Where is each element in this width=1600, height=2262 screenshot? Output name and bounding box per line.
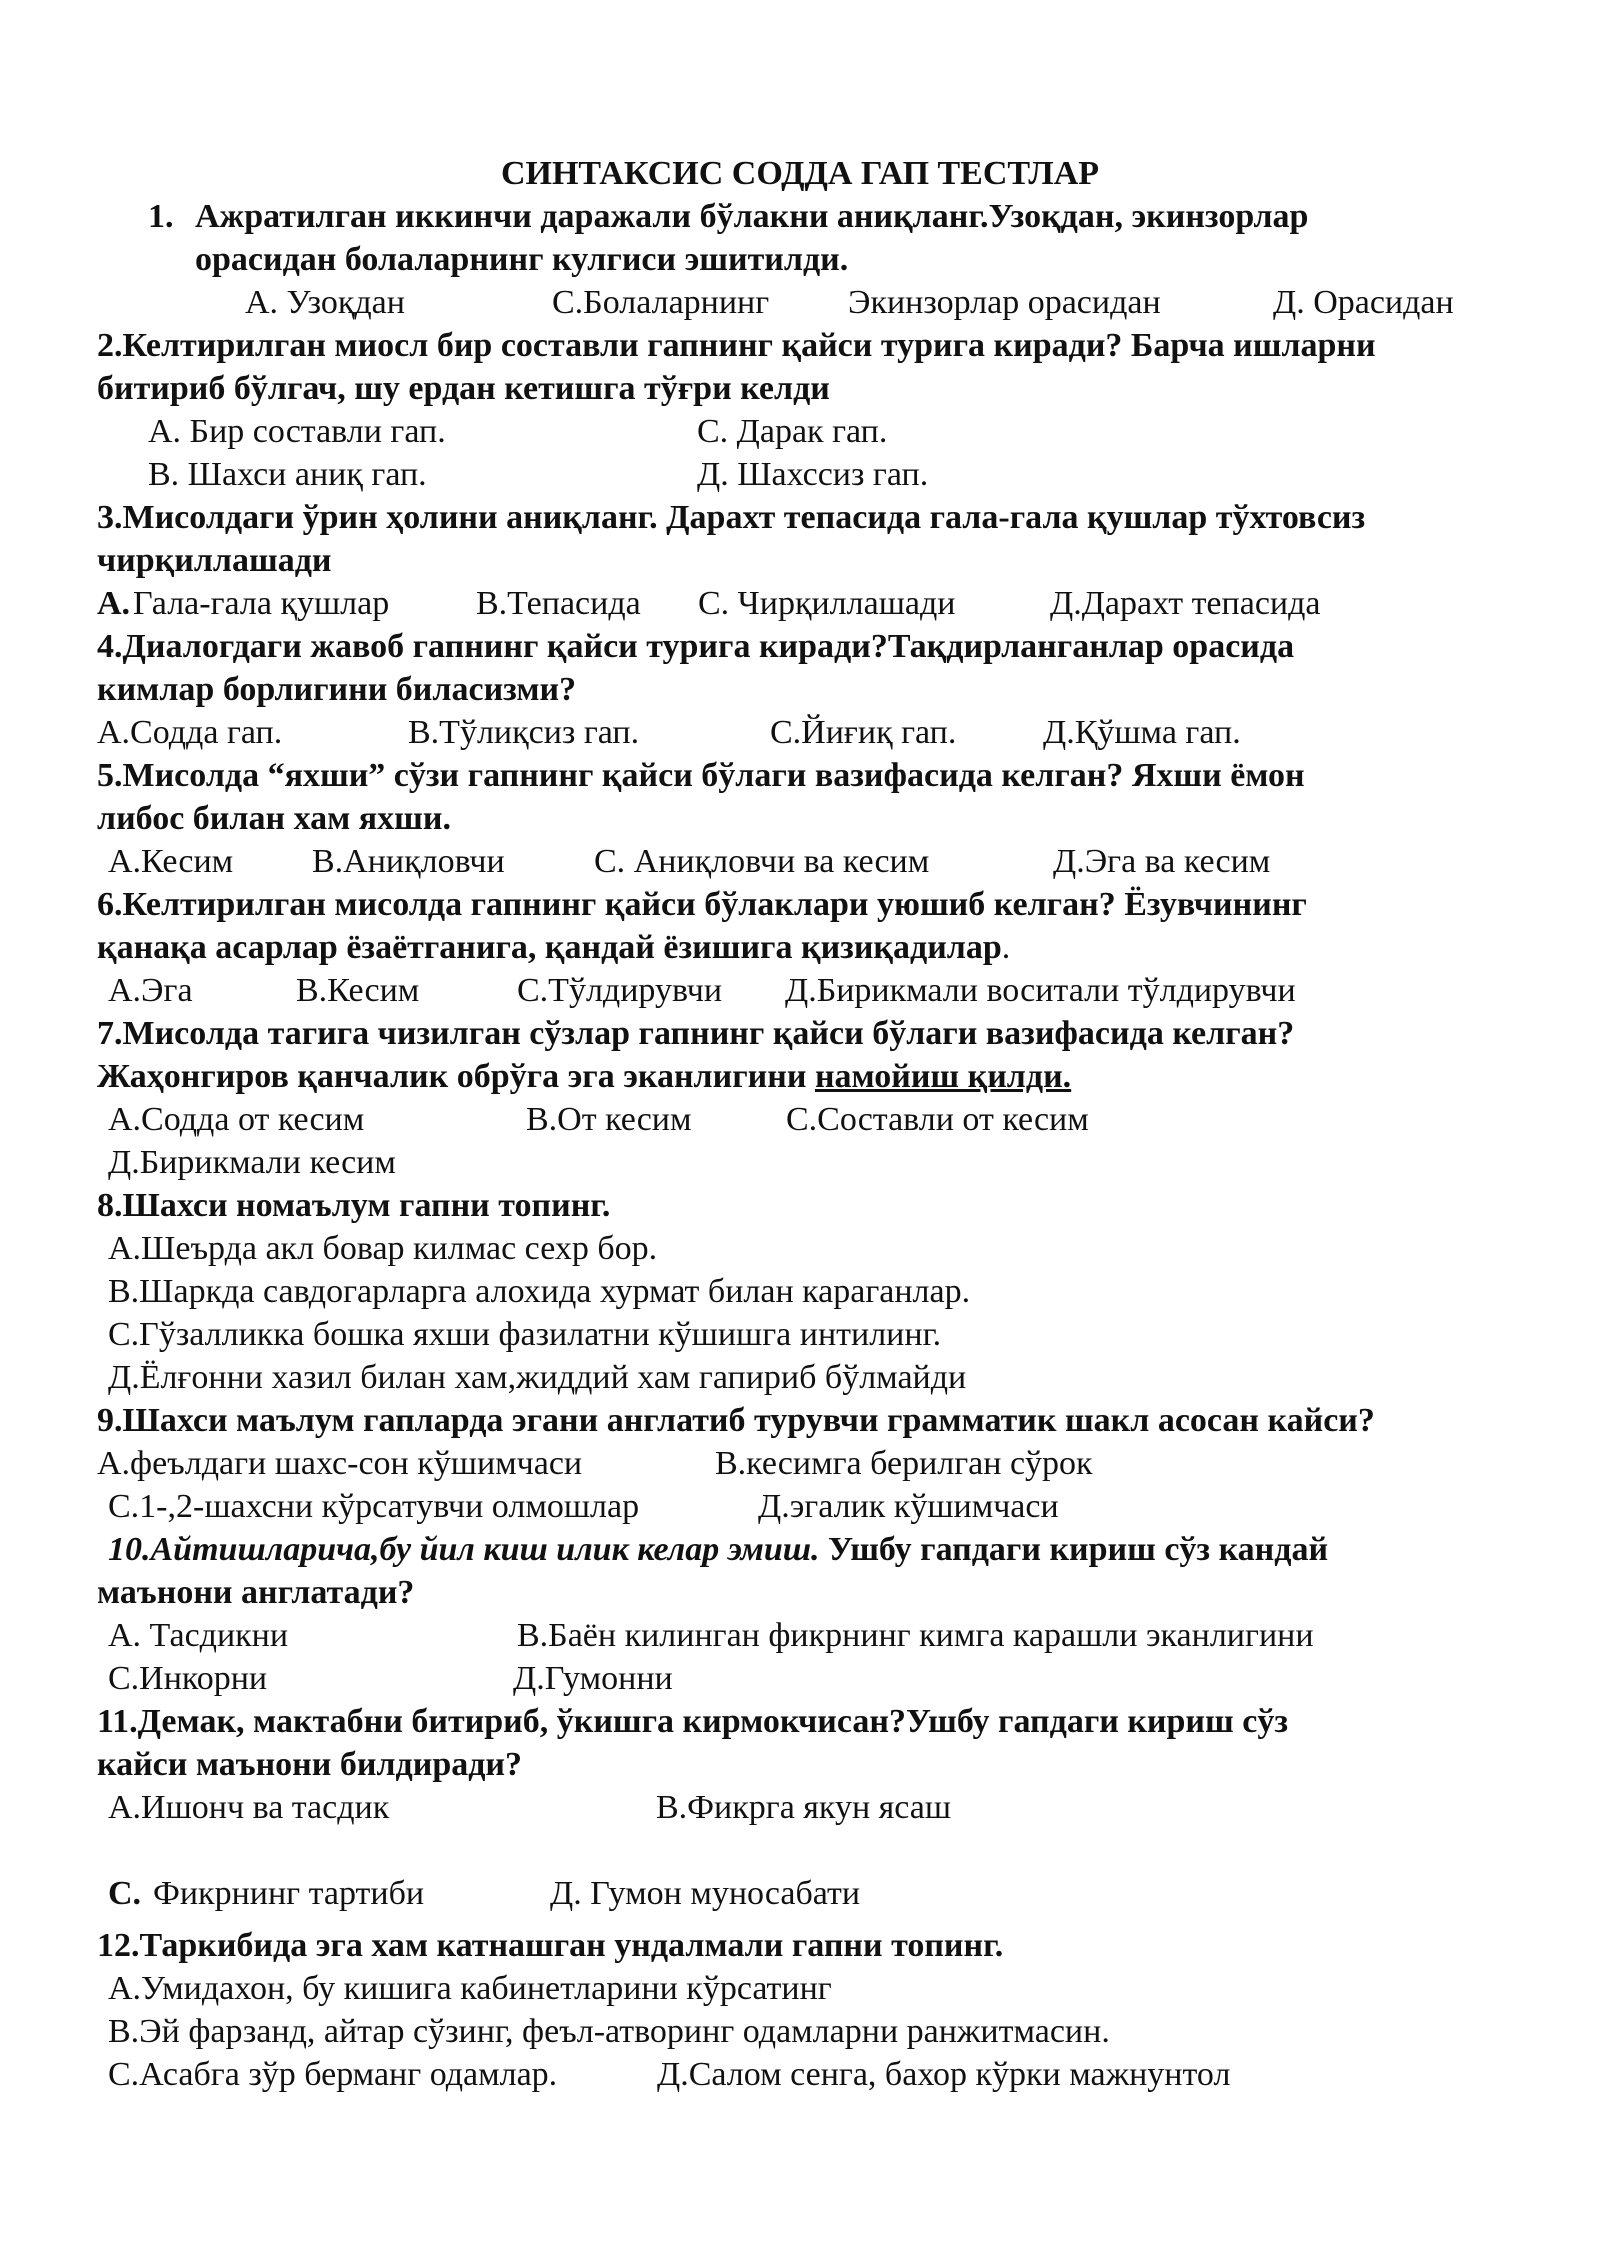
q2-option-b: В. Шахси аниқ гап. <box>148 456 427 493</box>
q7-line2-wrap <box>97 1055 1071 1098</box>
q5-option-b: В.Аниқловчи <box>312 843 505 880</box>
q9-line1: 9.Шахси маълум гапларда эгани англатиб турувчи грамматик шакл асосан кайси? <box>97 1402 1375 1439</box>
q12-option-c: С.Асабга зўр берманг одамлар. <box>108 2056 558 2093</box>
q7-line2: Жаҳонгиров қанчалик обрўга эга эканлигини <box>97 1058 815 1095</box>
page-title: СИНТАКСИС СОДДА ГАП ТЕСТЛАР <box>500 155 1100 192</box>
q8-option-b: В.Шаркда савдогарларга алохида хурмат билан караганлар. <box>108 1273 971 1310</box>
q6-line2: қанақа асарлар ёзаётганига, қандай ёзишига қизиқадилар <box>97 929 1002 966</box>
q10-line1: Ушбу гапдаги кириш сўз кандай <box>819 1531 1329 1568</box>
q2-line2: битириб бўлгач, шу ердан кетишга тўғри келди <box>97 370 830 407</box>
q1-number: 1. <box>148 198 174 235</box>
q6-line2-wrap <box>97 926 1010 969</box>
q2-option-c: С. Дарак гап. <box>697 413 888 450</box>
q5-line2: либос билан хам яхши. <box>97 800 451 837</box>
q3-option-b: В.Тепасида <box>476 585 641 622</box>
q3-option-a: Гала-гала қушлар <box>133 585 390 622</box>
q10-option-c: С.Инкорни <box>108 1660 268 1697</box>
q6-option-b: В.Кесим <box>296 972 420 1009</box>
q6-line2-end: . <box>1001 929 1011 966</box>
q8-option-c: С.Гўзалликка бошка яхши фазилатни кўшишга интилинг. <box>108 1316 942 1353</box>
q11-option-a: А.Ишонч ва тасдик <box>108 1789 390 1826</box>
q2-option-d: Д. Шахссиз гап. <box>697 456 929 493</box>
q3-option-c: С. Чирқиллашади <box>698 585 956 622</box>
q5-option-c: С. Аниқловчи ва кесим <box>594 843 930 880</box>
q10-italic-sentence: 10.Айтишларича,бу йил киш илик келар эмиш. <box>108 1531 820 1568</box>
q11-line2: кайси маънони билдиради? <box>97 1746 523 1783</box>
q3-option-a-letter: А. <box>97 585 131 622</box>
q6-option-a: А.Эга <box>108 972 193 1009</box>
q1-option-d: Д. Орасидан <box>1273 284 1454 321</box>
q3-option-d: Д.Дарахт тепасида <box>1050 585 1321 622</box>
q10-line1-wrap <box>108 1528 1328 1571</box>
q4-line2: кимлар борлигини биласизми? <box>97 671 577 708</box>
q7-line1: 7.Мисолда тагига чизилган сўзлар гапнинг қайси бўлаги вазифасида келган? <box>97 1015 1295 1052</box>
q10-option-d: Д.Гумонни <box>513 1660 673 1697</box>
q11-option-d: Д. Гумон муносабати <box>550 1875 861 1912</box>
q8-option-d: Д.Ёлғонни хазил билан хам,жиддий хам гапириб бўлмайди <box>108 1359 967 1396</box>
q6-option-c: С.Тўлдирувчи <box>517 972 723 1009</box>
q12-option-b: В.Эй фарзанд, айтар сўзинг, феъл-атворинг одамларни ранжитмасин. <box>108 2013 1110 2050</box>
q11-option-b: В.Фикрга якун ясаш <box>656 1789 952 1826</box>
q9-option-d: Д.эгалик кўшимчаси <box>758 1488 1059 1525</box>
q7-option-d: Д.Бирикмали кесим <box>108 1144 396 1181</box>
q4-option-b: В.Тўлиқсиз гап. <box>408 714 640 751</box>
q8-option-a: А.Шеърда акл бовар килмас сехр бор. <box>108 1230 658 1267</box>
q5-option-d: Д.Эга ва кесим <box>1053 843 1271 880</box>
q11-option-c-letter: С. <box>108 1875 142 1912</box>
q2-option-a: А. Бир составли гап. <box>148 413 446 450</box>
q3-line1: 3.Мисолдаги ўрин ҳолини аниқланг. Дарахт тепасида гала-гала қушлар тўхтовсиз <box>97 499 1366 536</box>
q5-line1: 5.Мисолда “яхши” сўзи гапнинг қайси бўлаги вазифасида келган? Яхши ёмон <box>97 757 1305 794</box>
q6-option-d: Д.Бирикмали воситали тўлдирувчи <box>785 972 1296 1009</box>
q1-option-ex: Экинзорлар орасидан <box>848 284 1161 321</box>
q6-line1: 6.Келтирилган мисолда гапнинг қайси бўлаклари уюшиб келган? Ёзувчининг <box>97 886 1307 923</box>
q11-line1: 11.Демак, мактабни битириб, ўкишга кирмокчисан?Ушбу гапдаги кириш сўз <box>97 1703 1288 1740</box>
q9-option-c: С.1-,2-шахсни кўрсатувчи олмошлар <box>108 1488 640 1525</box>
q1-option-a: А. Узоқдан <box>245 284 405 321</box>
q9-option-a: А.феълдаги шахс-сон кўшимчаси <box>97 1445 583 1482</box>
q12-line1: 12.Таркибида эга хам катнашган ундалмали гапни топинг. <box>97 1927 1004 1964</box>
q1-line1: Ажратилган иккинчи даражали бўлакни аниқланг.Узоқдан, экинзорлар <box>195 198 1309 235</box>
q1-option-c: С.Болаларнинг <box>552 284 770 321</box>
q4-option-d: Д.Қўшма гап. <box>1043 714 1241 751</box>
q3-line2: чирқиллашади <box>97 542 332 579</box>
q9-option-b: В.кесимга берилган сўрок <box>715 1445 1093 1482</box>
q10-option-b: В.Баён килинган фикрнинг кимга карашли эканлигини <box>517 1617 1314 1654</box>
q4-option-a: А.Содда гап. <box>97 714 283 751</box>
q4-option-c: С.Йиғиқ гап. <box>770 714 957 751</box>
q10-line2: маънони англатади? <box>97 1574 415 1611</box>
q12-option-a: А.Умидахон, бу кишига кабинетларини кўрсатинг <box>108 1970 832 2007</box>
q12-option-d: Д.Салом сенга, бахор кўрки мажнунтол <box>657 2056 1231 2093</box>
q4-line1: 4.Диалогдаги жавоб гапнинг қайси турига киради?Тақдирланганлар орасида <box>97 628 1295 665</box>
q10-option-a: А. Тасдикни <box>108 1617 289 1654</box>
q7-underlined-words: намойиш қилди. <box>814 1058 1072 1095</box>
q8-line1: 8.Шахси номаълум гапни топинг. <box>97 1187 611 1224</box>
q11-option-c: Фикрнинг тартиби <box>153 1875 425 1912</box>
q5-option-a: А.Кесим <box>108 843 234 880</box>
q2-line1: 2.Келтирилган миосл бир составли гапнинг қайси турига киради? Барча ишларни <box>97 327 1376 364</box>
q1-line2: орасидан болаларнинг кулгиси эшитилди. <box>195 241 849 278</box>
q7-option-b: В.От кесим <box>526 1101 692 1138</box>
q7-option-a: А.Содда от кесим <box>108 1101 365 1138</box>
q7-option-c: С.Составли от кесим <box>786 1101 1089 1138</box>
